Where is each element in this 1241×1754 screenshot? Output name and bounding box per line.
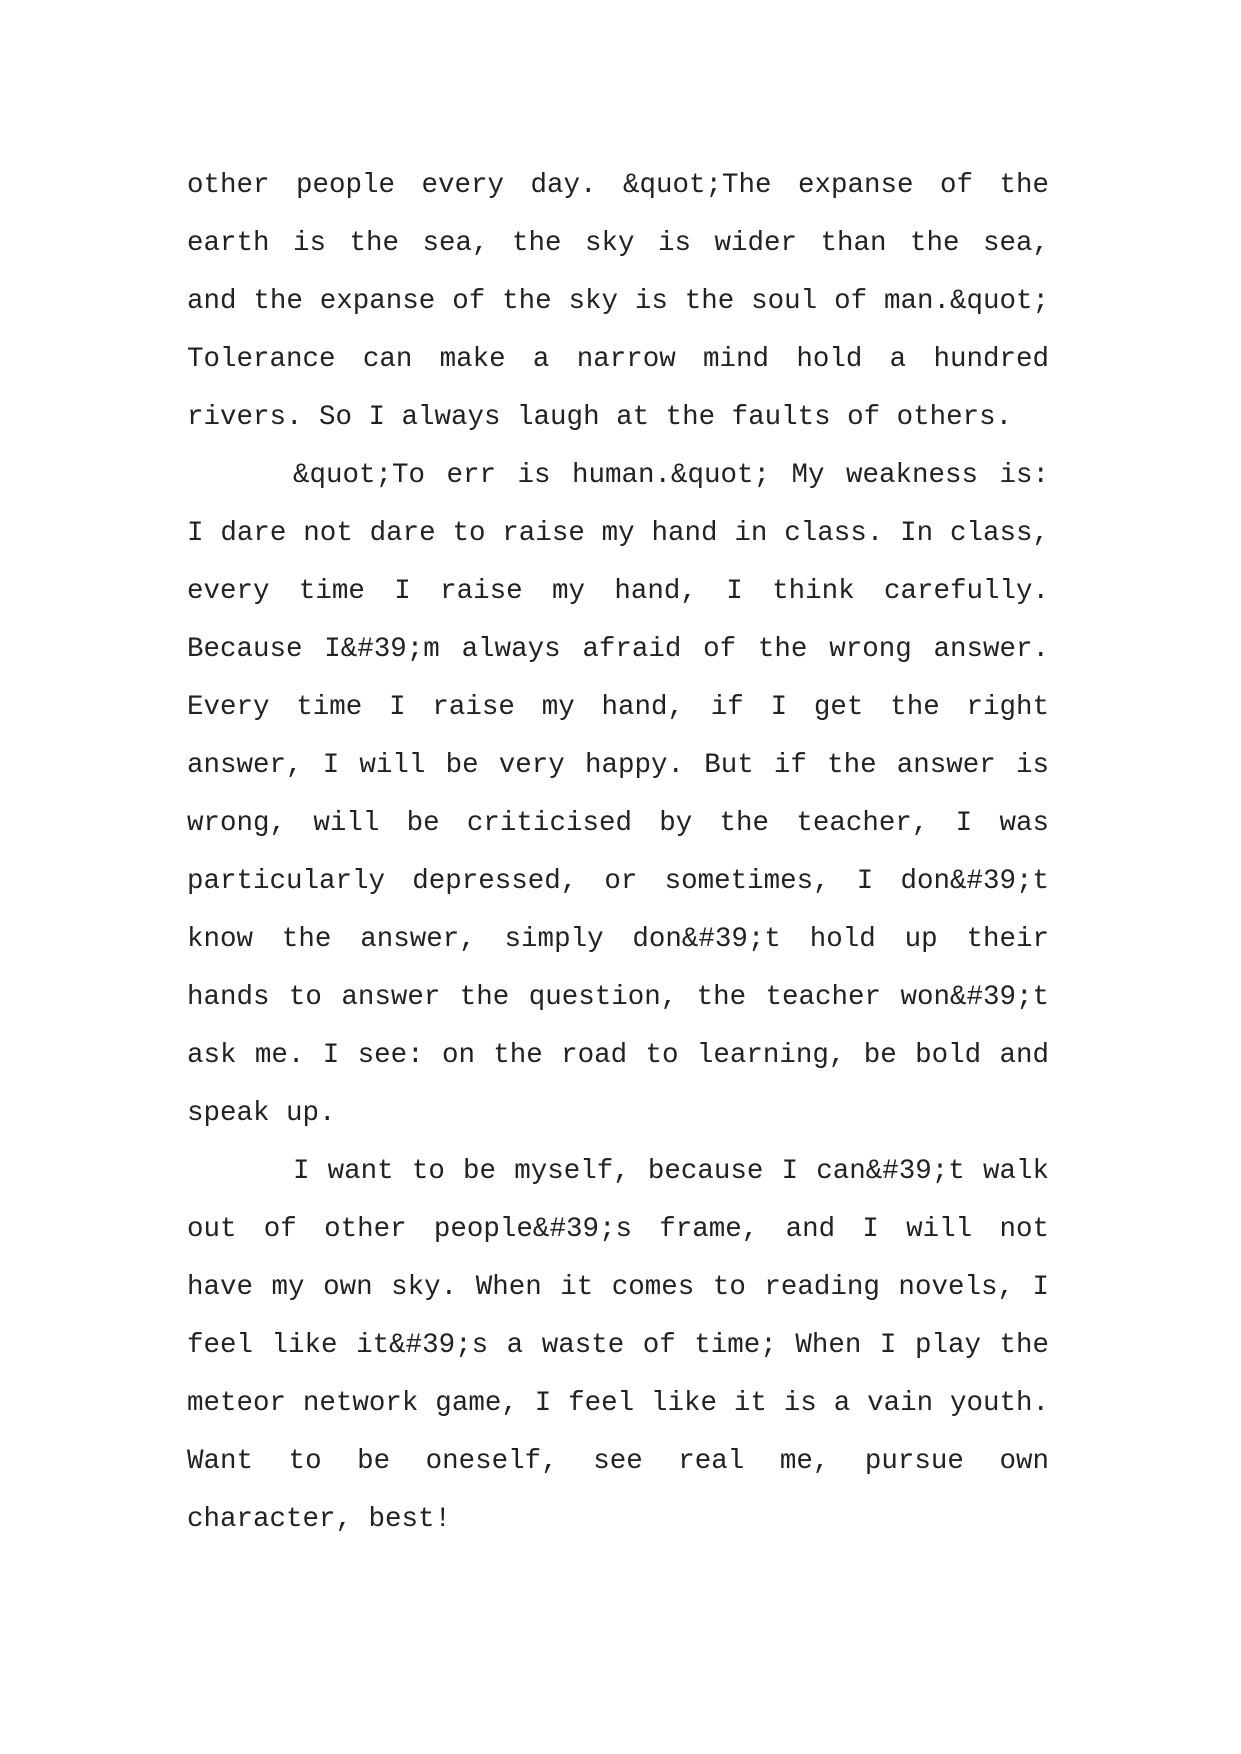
text-line: particularly depressed, or sometimes, I don&#39;t <box>187 866 1049 897</box>
text-line: &quot;To err is human.&quot; My weakness is: <box>293 460 1049 491</box>
text-line: Every time I raise my hand, if I get the right <box>187 692 1049 723</box>
text-line: I want to be myself, because I can&#39;t walk <box>293 1156 1049 1187</box>
text-line: Because I&#39;m always afraid of the wrong answer. <box>187 634 1049 665</box>
paragraph-3 <box>187 1143 1049 1549</box>
body-text <box>187 157 1049 1549</box>
text-line: Want to be oneself, see real me, pursue own <box>187 1446 1049 1477</box>
text-line: answer, I will be very happy. But if the answer is <box>187 750 1049 781</box>
text-line: speak up. <box>187 1098 336 1129</box>
text-line: rivers. So I always laugh at the faults of others. <box>187 402 1013 433</box>
text-line: character, best! <box>187 1504 452 1535</box>
text-line: out of other people&#39;s frame, and I will not <box>187 1214 1049 1245</box>
text-line: meteor network game, I feel like it is a vain youth. <box>187 1388 1049 1419</box>
text-line: I dare not dare to raise my hand in class. In class, <box>187 518 1049 549</box>
text-line: know the answer, simply don&#39;t hold up their <box>187 924 1049 955</box>
text-line: wrong, will be criticised by the teacher, I was <box>187 808 1049 839</box>
text-line: every time I raise my hand, I think carefully. <box>187 576 1049 607</box>
text-line: and the expanse of the sky is the soul of man.&quot; <box>187 286 1049 317</box>
paragraph-2 <box>187 447 1049 1143</box>
text-line: Tolerance can make a narrow mind hold a hundred <box>187 344 1049 375</box>
paragraph-1 <box>187 157 1049 447</box>
text-line: feel like it&#39;s a waste of time; When I play the <box>187 1330 1049 1361</box>
text-line: earth is the sea, the sky is wider than the sea, <box>187 228 1049 259</box>
text-line: other people every day. &quot;The expanse of the <box>187 170 1049 201</box>
text-line: hands to answer the question, the teacher won&#39;t <box>187 982 1049 1013</box>
text-line: ask me. I see: on the road to learning, be bold and <box>187 1040 1049 1071</box>
text-line: have my own sky. When it comes to reading novels, I <box>187 1272 1049 1303</box>
